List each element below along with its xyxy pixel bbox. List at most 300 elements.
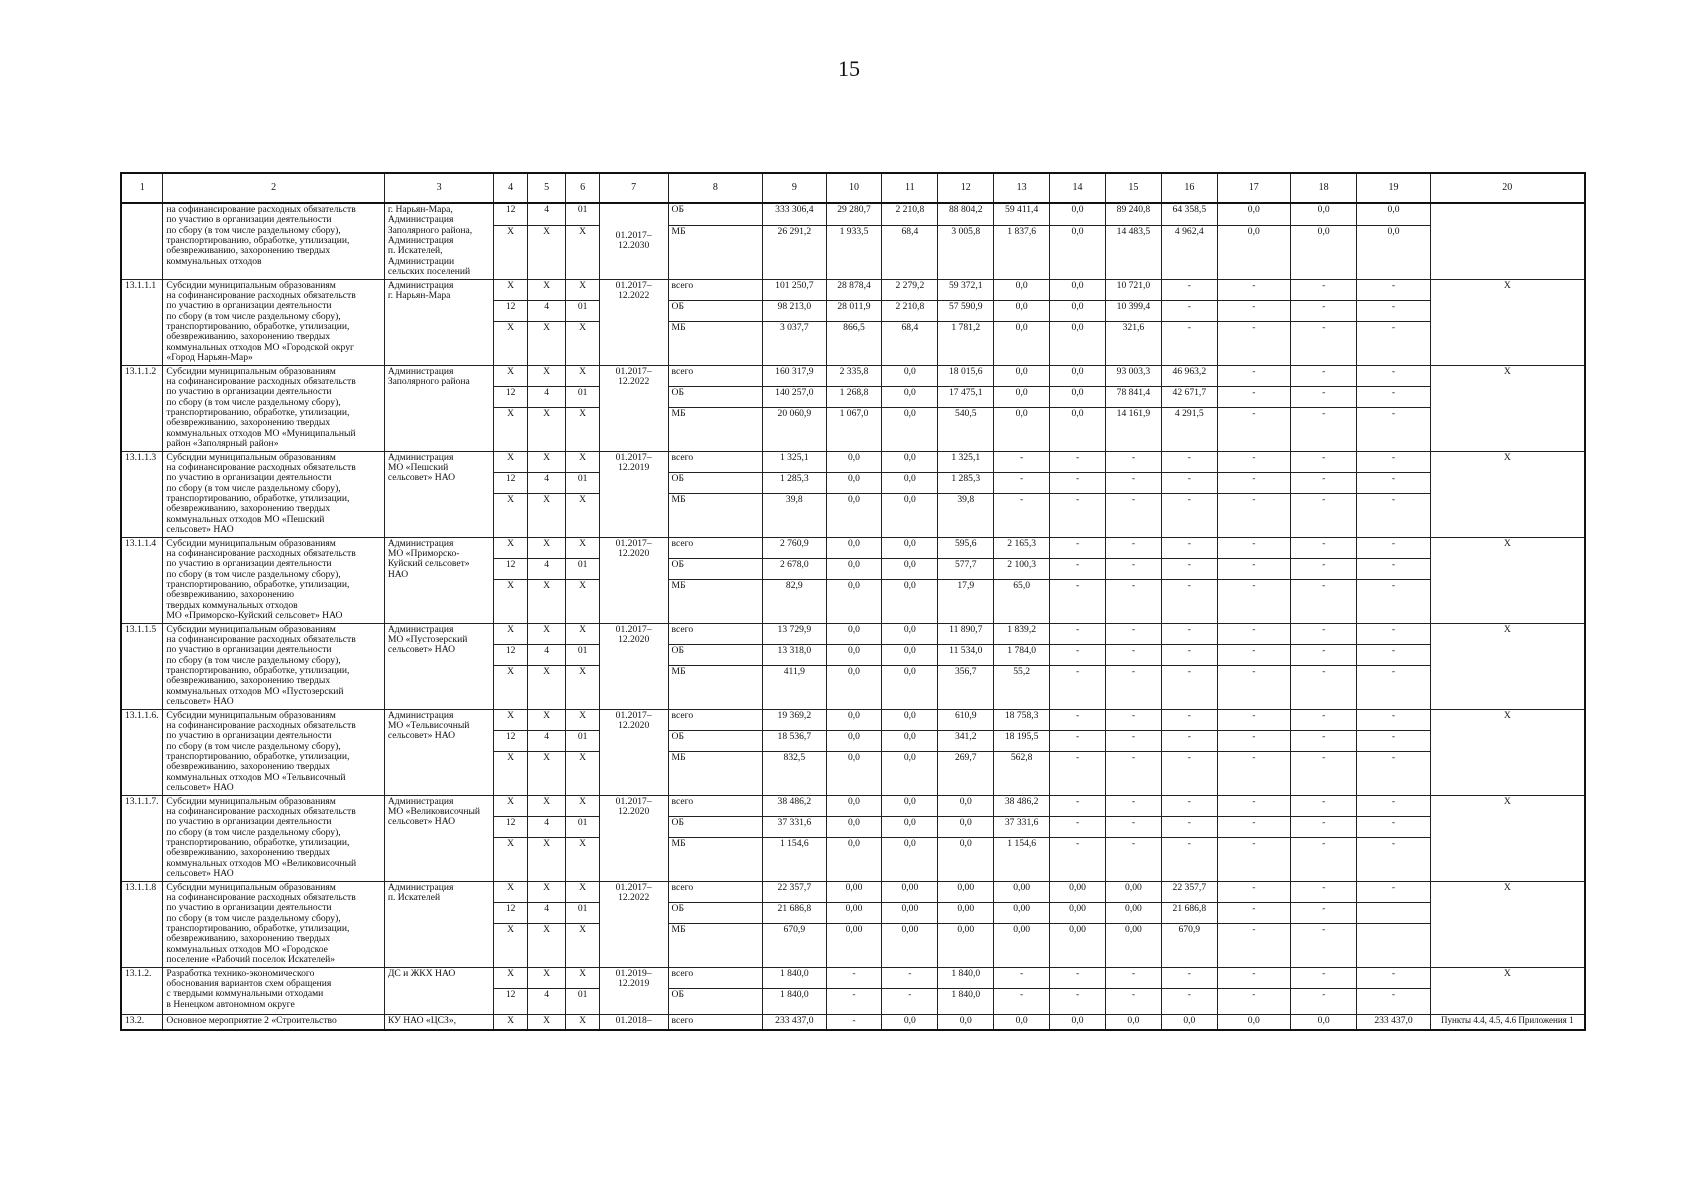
cell-c4: X [494,751,527,795]
cell-c11: 0,0 [882,751,938,795]
row-executor: г. Нарьян-Мара, Администрация Заполярного района, Администрация п. Искателей, Администрации сельских поселений [384,203,494,279]
cell-c16: 4 291,5 [1161,407,1217,451]
cell-c15: - [1105,795,1161,816]
cell-c11: 0,0 [882,644,938,665]
column-header: 17 [1217,173,1290,203]
cell-c9: 13 318,0 [763,644,826,665]
cell-c15: 78 841,4 [1105,386,1161,407]
cell-c19: - [1357,967,1430,988]
cell-source: всего [668,451,763,472]
cell-c9: 22 357,7 [763,881,826,902]
cell-c9: 832,5 [763,751,826,795]
cell-c9: 333 306,4 [763,203,826,226]
cell-c5: X [527,795,566,816]
cell-c11: 0,00 [882,881,938,902]
cell-c9: 39,8 [763,493,826,537]
cell-c5: X [527,837,566,881]
cell-c10: 0,0 [826,472,882,493]
cell-c9: 98 213,0 [763,300,826,321]
cell-c12: 88 804,2 [938,203,994,226]
cell-c19: - [1357,407,1430,451]
cell-c16: - [1161,300,1217,321]
cell-c19: - [1357,558,1430,579]
cell-c14: 0,0 [1050,279,1106,300]
row-code [121,203,163,279]
column-header: 16 [1161,173,1217,203]
cell-c14: 0,0 [1050,321,1106,365]
cell-c4: X [494,226,527,279]
cell-c14: 0,0 [1050,365,1106,386]
cell-c14: - [1050,967,1106,988]
cell-c14: 0,00 [1050,923,1106,967]
cell-c17: - [1217,709,1290,730]
cell-c5: X [527,493,566,537]
cell-c18: - [1290,279,1357,300]
cell-c16: - [1161,751,1217,795]
page-number: 15 [838,56,860,81]
cell-c15: 0,0 [1105,1014,1161,1030]
cell-c6: X [566,623,599,644]
cell-c18: - [1290,665,1357,709]
column-header: 1 [121,173,163,203]
cell-c6: X [566,493,599,537]
cell-c16: - [1161,451,1217,472]
cell-c10: - [826,967,882,988]
cell-c17: - [1217,623,1290,644]
cell-c13: - [994,967,1050,988]
cell-c5: X [527,451,566,472]
cell-c6: X [566,365,599,386]
cell-c12: 57 590,9 [938,300,994,321]
cell-c5: X [527,279,566,300]
cell-c12: 17 475,1 [938,386,994,407]
cell-c18: - [1290,365,1357,386]
cell-c17: - [1217,537,1290,558]
cell-c11: 68,4 [882,226,938,279]
cell-c16: 42 671,7 [1161,386,1217,407]
cell-c17: - [1217,988,1290,1014]
cell-c17: - [1217,451,1290,472]
cell-c18: - [1290,472,1357,493]
cell-c4: X [494,537,527,558]
cell-c13: 2 165,3 [994,537,1050,558]
row-name: Основное мероприятие 2 «Строительство [163,1014,384,1030]
cell-c4: X [494,967,527,988]
cell-c5: 4 [527,203,566,226]
cell-c4: X [494,1014,527,1030]
cell-c6: X [566,967,599,988]
cell-c13: 1 154,6 [994,837,1050,881]
cell-c13: 0,00 [994,881,1050,902]
cell-c12: 0,0 [938,795,994,816]
cell-source: ОБ [668,300,763,321]
cell-c10: 0,00 [826,923,882,967]
cell-c17: 0,0 [1217,226,1290,279]
cell-c9: 1 840,0 [763,988,826,1014]
cell-c15: 14 161,9 [1105,407,1161,451]
cell-c9: 101 250,7 [763,279,826,300]
cell-c10: 0,0 [826,751,882,795]
cell-c12: 610,9 [938,709,994,730]
column-header: 7 [599,173,668,203]
row-executor: Администрация МО «Тельвисочный сельсовет» НАО [384,709,494,795]
cell-c19: 0,0 [1357,226,1430,279]
cell-c16: - [1161,988,1217,1014]
cell-c4: X [494,881,527,902]
cell-c14: - [1050,579,1106,623]
cell-c12: 3 005,8 [938,226,994,279]
cell-c15: - [1105,665,1161,709]
cell-c18: 0,0 [1290,203,1357,226]
cell-c12: 17,9 [938,579,994,623]
cell-c19: - [1357,795,1430,816]
cell-c14: - [1050,451,1106,472]
cell-c9: 21 686,8 [763,902,826,923]
cell-source: МБ [668,579,763,623]
cell-c14: - [1050,988,1106,1014]
row-name: Субсидии муниципальным образованиям на софинансирование расходных обязательств по участию в организации деятельности по сбору (в том числе раздельному сбору), транспортированию, обработке, утилизации, обезвреживанию, захоронению твердых коммунальных отходов МО «Пешский сельсовет» НАО [163,451,384,537]
cell-c6: X [566,226,599,279]
cell-c15: 14 483,5 [1105,226,1161,279]
cell-c16: - [1161,665,1217,709]
cell-c6: 01 [566,988,599,1014]
table-row [121,279,1585,300]
cell-c12: 0,00 [938,923,994,967]
cell-c12: 11 890,7 [938,623,994,644]
cell-c4: X [494,451,527,472]
cell-c15: - [1105,709,1161,730]
cell-c14: 0,00 [1050,902,1106,923]
cell-c16: - [1161,558,1217,579]
cell-c10: 0,00 [826,902,882,923]
cell-c14: - [1050,709,1106,730]
row-note [1430,203,1585,279]
cell-c5: 4 [527,386,566,407]
cell-source: МБ [668,407,763,451]
row-executor: Администрация МО «Приморско- Куйский сельсовет» НАО [384,537,494,623]
cell-c16: - [1161,730,1217,751]
cell-c5: X [527,967,566,988]
cell-c19: - [1357,451,1430,472]
cell-c18: 0,0 [1290,226,1357,279]
cell-c11: 0,0 [882,816,938,837]
cell-c18: - [1290,923,1357,967]
row-note: X [1430,451,1585,537]
cell-c17: - [1217,365,1290,386]
row-period: 01.2017– 12.2030 [599,203,668,279]
cell-c18: - [1290,837,1357,881]
cell-source: ОБ [668,386,763,407]
cell-c18: - [1290,644,1357,665]
row-name: Субсидии муниципальным образованиям на софинансирование расходных обязательств по участию в организации деятельности по сбору (в том числе раздельному сбору), транспортированию, обработке, утилизации, обезвреживанию, захоронению твердых коммунальных отходов МО «Муниципальный район «Заполярный район» [163,365,384,451]
cell-c18: - [1290,321,1357,365]
cell-c11: 2 210,8 [882,300,938,321]
cell-source: всего [668,365,763,386]
cell-c17: - [1217,730,1290,751]
cell-c5: 4 [527,902,566,923]
cell-c9: 2 678,0 [763,558,826,579]
cell-source: ОБ [668,730,763,751]
cell-c13: 0,0 [994,386,1050,407]
column-header: 12 [938,173,994,203]
row-code: 13.1.1.3 [121,451,163,537]
row-period: 01.2017– 12.2020 [599,623,668,709]
cell-c15: - [1105,644,1161,665]
cell-c15: 93 003,3 [1105,365,1161,386]
cell-c4: X [494,795,527,816]
column-header: 4 [494,173,527,203]
cell-c14: 0,0 [1050,226,1106,279]
cell-c11: 2 210,8 [882,203,938,226]
column-header: 18 [1290,173,1357,203]
row-name: Субсидии муниципальным образованиям на софинансирование расходных обязательств по участию в организации деятельности по сбору (в том числе раздельному сбору), транспортированию, обработке, утилизации, обезвреживанию, захоронению твердых коммунальных отходов МО «Городское поселение «Рабочий поселок Искателей» [163,881,384,967]
cell-c17: - [1217,751,1290,795]
cell-c10: - [826,1014,882,1030]
row-executor: ДС и ЖКХ НАО [384,967,494,1014]
column-header: 2 [163,173,384,203]
cell-c6: X [566,537,599,558]
cell-c11: 0,0 [882,493,938,537]
cell-c19: - [1357,665,1430,709]
cell-c18: - [1290,967,1357,988]
cell-c6: X [566,751,599,795]
cell-c9: 1 285,3 [763,472,826,493]
cell-c9: 1 325,1 [763,451,826,472]
cell-c10: 0,0 [826,451,882,472]
cell-source: МБ [668,751,763,795]
cell-c10: 1 268,8 [826,386,882,407]
row-period: 01.2017– 12.2019 [599,451,668,537]
table-row [121,967,1585,988]
cell-c9: 160 317,9 [763,365,826,386]
cell-source: ОБ [668,203,763,226]
cell-c11: 0,0 [882,795,938,816]
cell-c12: 540,5 [938,407,994,451]
cell-c11: 0,00 [882,902,938,923]
cell-c17: - [1217,665,1290,709]
column-header: 8 [668,173,763,203]
cell-c14: 0,0 [1050,386,1106,407]
cell-c4: 12 [494,386,527,407]
cell-c13: 37 331,6 [994,816,1050,837]
cell-c12: 595,6 [938,537,994,558]
cell-c12: 1 285,3 [938,472,994,493]
cell-c13: 0,0 [994,365,1050,386]
cell-c5: X [527,226,566,279]
cell-c9: 2 760,9 [763,537,826,558]
cell-c14: - [1050,751,1106,795]
cell-c13: 1 837,6 [994,226,1050,279]
cell-c4: 12 [494,730,527,751]
table-row [121,623,1585,644]
cell-c19: - [1357,988,1430,1014]
cell-c10: 29 280,7 [826,203,882,226]
cell-c14: 0,0 [1050,203,1106,226]
cell-c16: 670,9 [1161,923,1217,967]
cell-c17: - [1217,579,1290,623]
cell-c12: 356,7 [938,665,994,709]
cell-c14: - [1050,537,1106,558]
cell-c14: 0,0 [1050,1014,1106,1030]
cell-c17: - [1217,967,1290,988]
cell-c18: - [1290,623,1357,644]
cell-c14: - [1050,665,1106,709]
cell-c16: 0,0 [1161,1014,1217,1030]
cell-source: всего [668,967,763,988]
cell-c15: - [1105,493,1161,537]
cell-c19: - [1357,300,1430,321]
cell-c13: 0,00 [994,923,1050,967]
cell-c11: 0,0 [882,365,938,386]
cell-c15: - [1105,558,1161,579]
table-row [121,709,1585,730]
cell-c9: 140 257,0 [763,386,826,407]
row-period: 01.2017– 12.2020 [599,795,668,881]
cell-c17: - [1217,923,1290,967]
cell-c6: X [566,837,599,881]
cell-source: всего [668,279,763,300]
cell-c12: 1 781,2 [938,321,994,365]
budget-table [120,172,1586,1031]
cell-c5: X [527,537,566,558]
cell-c18: - [1290,451,1357,472]
cell-c9: 26 291,2 [763,226,826,279]
row-note: X [1430,279,1585,365]
cell-source: ОБ [668,902,763,923]
cell-c4: 12 [494,203,527,226]
cell-c13: 1 784,0 [994,644,1050,665]
cell-c14: - [1050,493,1106,537]
cell-c6: 01 [566,386,599,407]
cell-c10: 1 067,0 [826,407,882,451]
cell-c10: 0,0 [826,709,882,730]
cell-c6: 01 [566,558,599,579]
cell-c15: 10 399,4 [1105,300,1161,321]
cell-c18: 0,0 [1290,1014,1357,1030]
cell-c9: 37 331,6 [763,816,826,837]
cell-c14: 0,0 [1050,300,1106,321]
cell-c5: X [527,881,566,902]
cell-c12: 0,00 [938,881,994,902]
row-executor: Администрация Заполярного района [384,365,494,451]
cell-c11: 0,00 [882,923,938,967]
cell-source: всего [668,537,763,558]
cell-c6: X [566,279,599,300]
cell-c19: - [1357,579,1430,623]
cell-c10: 0,0 [826,795,882,816]
cell-c14: - [1050,816,1106,837]
cell-c11: 0,0 [882,837,938,881]
cell-c13: - [994,493,1050,537]
cell-c10: 0,0 [826,816,882,837]
cell-c4: X [494,623,527,644]
cell-c13: - [994,988,1050,1014]
table-row [121,203,1585,226]
cell-c4: 12 [494,300,527,321]
table-row [121,795,1585,816]
cell-c10: 0,0 [826,644,882,665]
row-note: X [1430,537,1585,623]
cell-c16: 21 686,8 [1161,902,1217,923]
cell-c9: 1 154,6 [763,837,826,881]
cell-c19: - [1357,472,1430,493]
cell-c13: 0,0 [994,321,1050,365]
cell-c11: 0,0 [882,579,938,623]
cell-c5: X [527,365,566,386]
row-period: 01.2017– 12.2020 [599,709,668,795]
cell-c12: 341,2 [938,730,994,751]
cell-c17: - [1217,472,1290,493]
cell-c4: 12 [494,816,527,837]
cell-c12: 0,0 [938,1014,994,1030]
cell-c9: 13 729,9 [763,623,826,644]
cell-c9: 3 037,7 [763,321,826,365]
cell-c6: 01 [566,902,599,923]
cell-c17: - [1217,644,1290,665]
row-note: X [1430,967,1585,1014]
cell-c17: 0,0 [1217,1014,1290,1030]
cell-c15: - [1105,451,1161,472]
cell-c4: X [494,279,527,300]
row-note: X [1430,709,1585,795]
cell-c11: 0,0 [882,623,938,644]
cell-c10: 28 878,4 [826,279,882,300]
cell-c12: 577,7 [938,558,994,579]
cell-c5: 4 [527,644,566,665]
cell-c4: X [494,665,527,709]
cell-c13: - [994,472,1050,493]
row-name: Разработка технико-экономического обоснования вариантов схем обращения с твердыми коммунальными отходами в Ненецком автономном округе [163,967,384,1014]
cell-c17: 0,0 [1217,203,1290,226]
row-code: 13.1.1.5 [121,623,163,709]
row-note: X [1430,365,1585,451]
column-header: 11 [882,173,938,203]
cell-source: всего [668,1014,763,1030]
cell-c16: - [1161,623,1217,644]
cell-c11: - [882,988,938,1014]
cell-c19: - [1357,623,1430,644]
cell-c13: 0,0 [994,300,1050,321]
cell-c16: - [1161,279,1217,300]
row-name: Субсидии муниципальным образованиям на софинансирование расходных обязательств по участию в организации деятельности по сбору (в том числе раздельному сбору), транспортированию, обработке, утилизации, обезвреживанию, захоронению твердых коммунальных отходов МО «Тельвисочный сельсовет» НАО [163,709,384,795]
cell-c5: X [527,623,566,644]
cell-c10: 28 011,9 [826,300,882,321]
cell-source: всего [668,709,763,730]
cell-c17: - [1217,881,1290,902]
cell-c18: - [1290,537,1357,558]
cell-c17: - [1217,407,1290,451]
cell-c5: 4 [527,816,566,837]
row-code: 13.1.1.2 [121,365,163,451]
cell-c16: 4 962,4 [1161,226,1217,279]
cell-c12: 269,7 [938,751,994,795]
column-header: 10 [826,173,882,203]
row-name: Субсидии муниципальным образованиям на софинансирование расходных обязательств по участию в организации деятельности по сбору (в том числе раздельному сбору), транспортированию, обработке, утилизации, обезвреживанию, захоронению твердых коммунальных отходов МО «Пустозерский сельсовет» НАО [163,623,384,709]
cell-c10: 1 933,5 [826,226,882,279]
cell-c6: 01 [566,730,599,751]
cell-c17: - [1217,902,1290,923]
cell-c15: - [1105,816,1161,837]
cell-c13: 59 411,4 [994,203,1050,226]
cell-source: МБ [668,665,763,709]
table-row [121,881,1585,902]
cell-c15: - [1105,537,1161,558]
cell-c5: X [527,709,566,730]
cell-c19: - [1357,644,1430,665]
cell-c5: X [527,665,566,709]
row-executor: Администрация п. Искателей [384,881,494,967]
cell-c6: 01 [566,816,599,837]
